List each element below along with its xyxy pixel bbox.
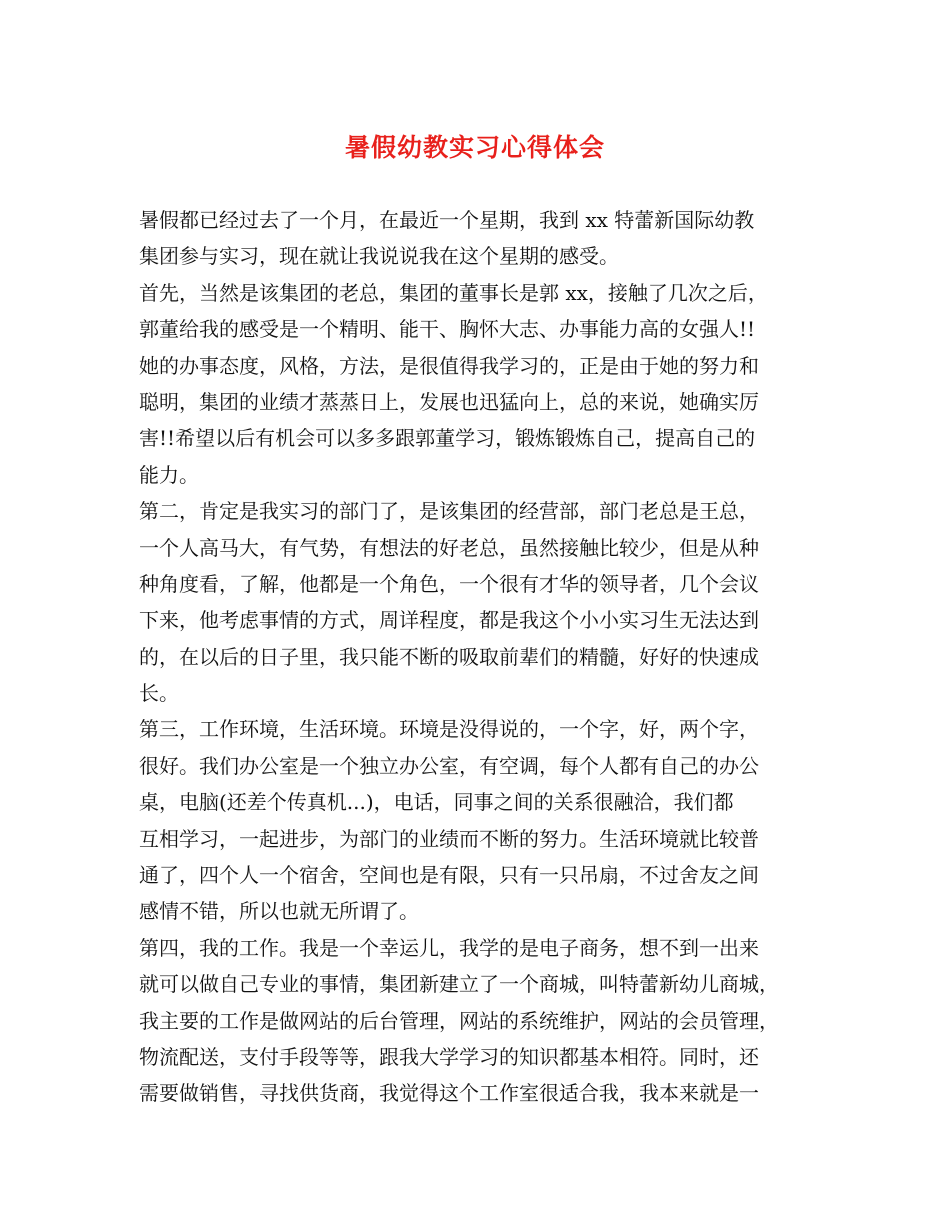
- body-line: 她的办事态度，风格，方法，是很值得我学习的，正是由于她的努力和: [139, 353, 759, 378]
- body-line: 就可以做自己专业的事情，集团新建立了一个商城，叫特蕾新幼儿商城，: [139, 972, 779, 997]
- body-line: 一个人高马大，有气势，有想法的好老总，虽然接触比较少，但是从种: [139, 535, 759, 560]
- body-line: 第二，肯定是我实习的部门了，是该集团的经营部，部门老总是王总，: [139, 499, 759, 524]
- body-line: 首先，当然是该集团的老总，集团的董事长是郭 xx，接触了几次之后，: [139, 280, 768, 305]
- body-line: 害!!希望以后有机会可以多多跟郭董学习，锻炼锻炼自己，提高自己的: [139, 426, 756, 451]
- body-line: 长。: [139, 681, 179, 706]
- body-line: 通了，四个人一个宿舍，空间也是有限，只有一只吊扇，不过舍友之间: [139, 863, 759, 888]
- body-line: 郭董给我的感受是一个精明、能干、胸怀大志、办事能力高的女强人!!: [139, 317, 756, 342]
- body-line: 下来，他考虑事情的方式，周详程度，都是我这个小小实习生无法达到: [139, 608, 759, 633]
- body-line: 互相学习，一起进步，为部门的业绩而不断的努力。生活环境就比较普: [139, 826, 759, 851]
- body-line: 的，在以后的日子里，我只能不断的吸取前辈们的精髓，好好的快速成: [139, 644, 759, 669]
- document-title: 暑假幼教实习心得体会: [344, 133, 605, 162]
- body-line: 物流配送，支付手段等等，跟我大学学习的知识都基本相符。同时，还: [139, 1044, 759, 1069]
- body-line: 聪明，集团的业绩才蒸蒸日上，发展也迅猛向上，总的来说，她确实厉: [139, 389, 759, 414]
- body-line: 种角度看，了解，他都是一个角色，一个很有才华的领导者，几个会议: [139, 571, 759, 596]
- document-body: [139, 202, 829, 1112]
- body-line: 桌，电脑(还差个传真机...)，电话，同事之间的关系很融洽，我们都: [139, 790, 734, 815]
- body-line: 第四，我的工作。我是一个幸运儿，我学的是电子商务，想不到一出来: [139, 935, 759, 960]
- body-line: 很好。我们办公室是一个独立办公室，有空调，每个人都有自己的办公: [139, 753, 759, 778]
- body-line: 需要做销售，寻找供货商，我觉得这个工作室很适合我，我本来就是一: [139, 1081, 759, 1106]
- body-line: 暑假都已经过去了一个月，在最近一个星期，我到 xx 特蕾新国际幼教: [139, 208, 755, 232]
- body-line: 感情不错，所以也就无所谓了。: [139, 899, 419, 924]
- body-line: 能力。: [139, 462, 199, 487]
- body-line: 第三，工作环境，生活环境。环境是没得说的，一个字，好，两个字，: [139, 717, 759, 742]
- body-line: 集团参与实习，现在就让我说说我在这个星期的感受。: [139, 244, 619, 269]
- body-line: 我主要的工作是做网站的后台管理，网站的系统维护，网站的会员管理，: [139, 1008, 779, 1033]
